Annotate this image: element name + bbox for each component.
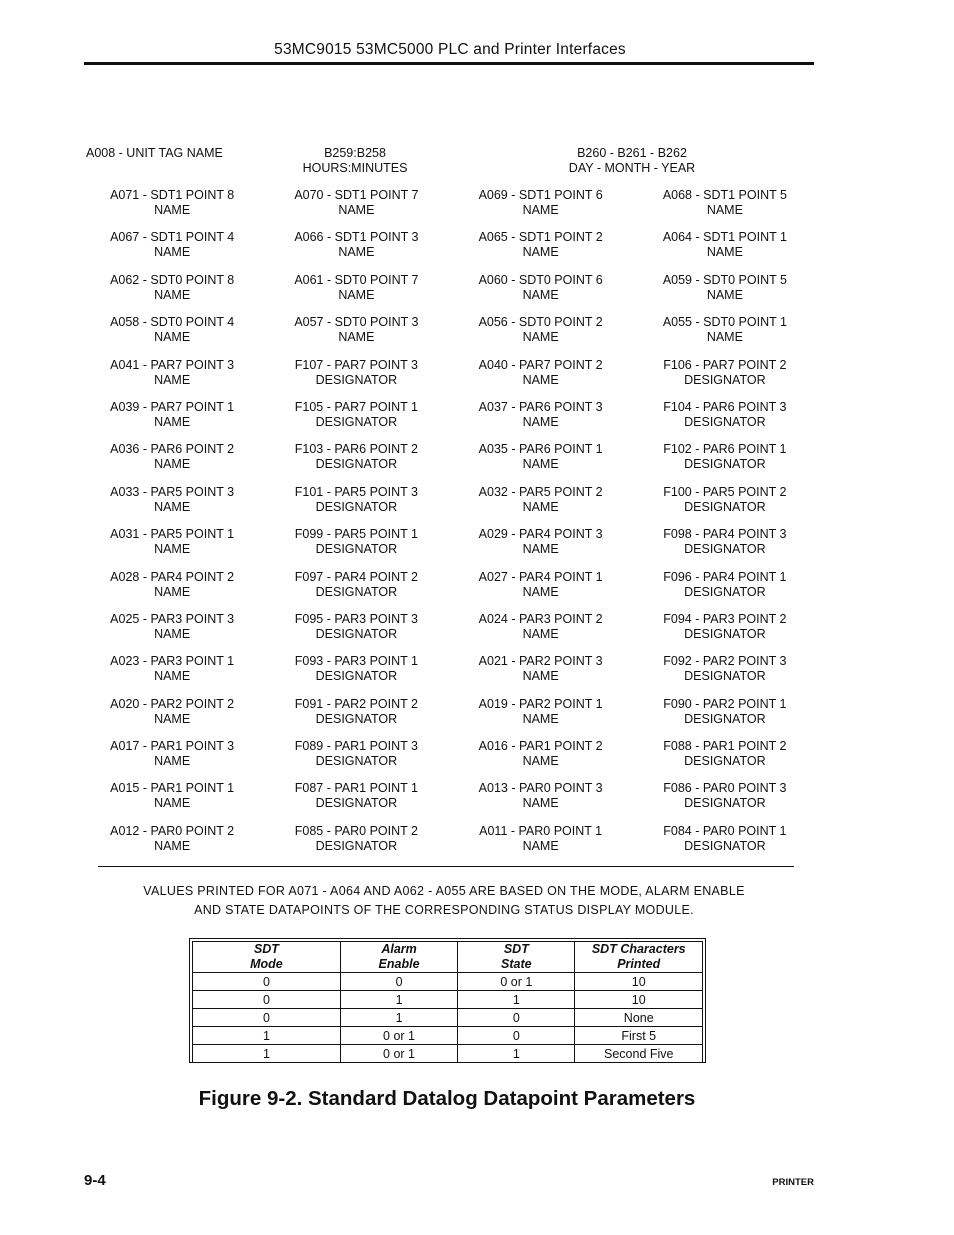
page-header-title: 53MC9015 53MC5000 PLC and Printer Interfaces [274,41,626,58]
datapoint-label: F107 - PAR7 POINT 3 [294,357,418,372]
datapoint-cell [264,697,448,739]
datapoint-label: F105 - PAR7 POINT 1 [294,399,418,414]
date-line-2: DAY - MONTH - YEAR [568,161,696,175]
sdt-table-header-line: Alarm [381,942,417,956]
sdt-table-header-line: Printed [617,957,661,971]
sdt-table-header-line: SDT [253,942,279,956]
datapoint-type: NAME [154,754,191,769]
datapoint-cell [80,188,264,230]
datapoint-cell [264,230,448,272]
separator-rule [98,866,794,867]
datapoint-type: NAME [154,330,191,345]
grid-row [80,781,817,823]
datapoint-cell [449,781,633,823]
datapoint-cell [449,485,633,527]
sdt-table-header [575,942,703,973]
datapoint-label: A032 - PAR5 POINT 2 [478,484,603,499]
datapoint-type: NAME [522,245,559,260]
datapoint-cell [633,273,817,315]
datapoint-type: NAME [522,457,559,472]
datapoint-cell [633,442,817,484]
datapoint-type: DESIGNATOR [315,584,398,599]
datapoint-cell [633,188,817,230]
sdt-table-cell: 0 [193,1009,341,1027]
grid-row [80,527,817,569]
sdt-table-cell: 0 [458,1027,575,1045]
datapoint-cell [80,781,264,823]
sdt-table-cell: 1 [458,991,575,1009]
sdt-table-cell: 10 [575,973,703,991]
datapoint-label: A011 - PAR0 POINT 1 [479,823,603,838]
datapoint-type: NAME [522,669,559,684]
datapoint-cell [264,442,448,484]
sdt-table-cell: 0 or 1 [458,973,575,991]
datapoint-type: NAME [338,245,375,260]
sdt-table-cell: 1 [193,1045,341,1063]
datapoint-cell [633,781,817,823]
sdt-table-cell: 0 or 1 [340,1027,457,1045]
datapoint-cell [449,824,633,866]
datapoint-label: F106 - PAR7 POINT 2 [663,357,787,372]
datapoint-type: DESIGNATOR [315,711,398,726]
date-line-1: B260 - B261 - B262 [577,146,687,160]
grid-row [80,654,817,696]
datapoint-label: A060 - SDT0 POINT 6 [478,272,603,287]
datapoint-type: DESIGNATOR [315,796,398,811]
grid-row [80,358,817,400]
datapoint-cell [633,485,817,527]
datapoint-label: A023 - PAR3 POINT 1 [110,654,235,669]
unit-tag-text: A008 - UNIT TAG NAME [86,146,223,160]
datapoint-type: NAME [706,330,743,345]
sdt-table-cell: 0 [193,973,341,991]
datapoint-cell [264,188,448,230]
sdt-table-body [193,973,703,1063]
datapoint-cell [80,400,264,442]
datapoint-type: NAME [522,287,559,302]
grid-row [80,824,817,866]
datapoint-cell [80,485,264,527]
grid-row [80,612,817,654]
datapoint-cell [264,654,448,696]
datapoint-type: NAME [154,838,191,853]
datapoint-cell [264,570,448,612]
datapoint-label: F087 - PAR1 POINT 1 [294,781,418,796]
datapoint-label: F084 - PAR0 POINT 1 [663,823,787,838]
datapoint-cell [80,739,264,781]
datapoint-type: DESIGNATOR [684,414,766,429]
datapoint-type: DESIGNATOR [684,457,766,472]
sdt-table-header-line: Enable [378,957,420,971]
mode-note [90,882,798,920]
datapoint-type: NAME [522,499,559,514]
datapoint-cell [80,612,264,654]
datapoint-label: A068 - SDT1 POINT 5 [662,188,787,202]
datapoint-type: DESIGNATOR [315,754,398,769]
datapoint-cell [449,358,633,400]
sdt-table-cell: 1 [340,1009,457,1027]
datapoint-label: F100 - PAR5 POINT 2 [663,484,787,499]
datapoint-type: NAME [154,203,191,217]
sdt-table-cell: 1 [340,991,457,1009]
datapoint-type: DESIGNATOR [684,499,766,514]
sdt-table-header [458,942,575,973]
grid-row [80,485,817,527]
time-line-1: B259:B258 [324,146,386,160]
datapoint-cell [449,654,633,696]
page-number: 9-4 [84,1172,106,1189]
datapoint-cell [633,400,817,442]
datapoint-label: A013 - PAR0 POINT 3 [478,781,603,796]
datapoint-label: F099 - PAR5 POINT 1 [294,527,418,542]
datapoint-label: F095 - PAR3 POINT 3 [294,611,418,626]
sdt-table-header-line: State [501,957,532,971]
datapoint-label: F086 - PAR0 POINT 3 [663,781,787,796]
datapoint-type: NAME [706,203,743,217]
datapoint-label: A031 - PAR5 POINT 1 [110,527,235,542]
sdt-table-frame [189,938,706,1063]
datapoint-label: F102 - PAR6 POINT 1 [663,442,787,457]
datapoint-label: A036 - PAR6 POINT 2 [110,442,235,457]
datapoint-label: A025 - PAR3 POINT 3 [110,611,235,626]
datapoint-cell [633,230,817,272]
datapoint-cell [633,697,817,739]
datapoint-label: A061 - SDT0 POINT 7 [294,272,419,287]
datapoint-type: DESIGNATOR [684,754,766,769]
datapoint-label: F098 - PAR4 POINT 3 [663,527,787,542]
datapoint-type: NAME [154,669,191,684]
datapoint-label: F101 - PAR5 POINT 3 [294,484,418,499]
sdt-table-header-row [193,942,703,973]
datapoint-cell [80,315,264,357]
datapoint-label: A070 - SDT1 POINT 7 [294,188,419,202]
figure-caption: Figure 9-2. Standard Datalog Datapoint Parameters [198,1087,696,1110]
datapoint-label: A024 - PAR3 POINT 2 [478,611,603,626]
datapoint-label: A062 - SDT0 POINT 8 [110,272,235,287]
datapoint-type: NAME [154,372,191,387]
header-rule [84,62,814,65]
datapoint-label: A035 - PAR6 POINT 1 [478,442,603,457]
datapoint-label: A029 - PAR4 POINT 3 [478,527,603,542]
datapoint-type: DESIGNATOR [684,584,766,599]
datapoint-label: F088 - PAR1 POINT 2 [663,739,787,754]
datapoint-type: NAME [522,711,559,726]
datapoint-cell [264,527,448,569]
datapoint-type: DESIGNATOR [684,372,766,387]
datapoint-label: F091 - PAR2 POINT 2 [294,696,418,711]
grid-row [80,570,817,612]
datapoint-label: A028 - PAR4 POINT 2 [110,569,235,584]
datapoint-cell [449,273,633,315]
datapoint-label: F089 - PAR1 POINT 3 [294,739,418,754]
datapoint-type: DESIGNATOR [684,669,766,684]
sdt-table-cell: 10 [575,991,703,1009]
datapoint-cell [264,612,448,654]
sdt-table-cell: Second Five [575,1045,703,1063]
note-line-1: VALUES PRINTED FOR A071 - A064 AND A062 - A055 ARE BASED ON THE MODE, ALARM ENABLE [143,884,745,898]
datapoint-type: DESIGNATOR [684,626,766,641]
datapoint-type: NAME [522,838,559,853]
grid-row [80,697,817,739]
datapoint-cell [80,273,264,315]
datapoint-cell [633,570,817,612]
datapoint-type: DESIGNATOR [684,838,766,853]
datapoint-label: F094 - PAR3 POINT 2 [663,611,787,626]
datapoint-cell [449,739,633,781]
datapoint-cell [80,230,264,272]
datapoint-label: F085 - PAR0 POINT 2 [294,823,418,838]
sdt-table-header [340,942,457,973]
grid-row [80,230,817,272]
datapoint-cell [449,612,633,654]
datapoint-type: NAME [706,245,743,260]
datapoint-label: A027 - PAR4 POINT 1 [478,569,603,584]
datapoint-label: F104 - PAR6 POINT 3 [663,399,787,414]
datapoint-cell [80,442,264,484]
datapoint-cell [449,442,633,484]
grid-row [80,188,817,230]
datapoint-label: F096 - PAR4 POINT 1 [663,569,787,584]
time-label [280,146,430,176]
datapoint-cell [264,739,448,781]
datapoint-cell [449,315,633,357]
datapoint-cell [264,358,448,400]
datapoint-type: NAME [522,542,559,557]
datapoint-type: DESIGNATOR [315,626,398,641]
datapoint-type: DESIGNATOR [315,372,398,387]
datapoint-type: NAME [338,203,375,217]
datapoint-label: A012 - PAR0 POINT 2 [110,823,235,838]
datapoint-cell [633,612,817,654]
time-line-2: HOURS:MINUTES [302,161,408,175]
datapoint-type: DESIGNATOR [315,457,398,472]
sdt-table-cell: None [575,1009,703,1027]
datapoint-cell [633,315,817,357]
datapoint-label: A019 - PAR2 POINT 1 [478,696,603,711]
sdt-table-cell: 0 [340,973,457,991]
datapoint-type: NAME [154,499,191,514]
datapoint-label: A039 - PAR7 POINT 1 [110,399,235,414]
datapoint-type: NAME [522,754,559,769]
datapoint-type: NAME [154,542,191,557]
datapoint-label: A037 - PAR6 POINT 3 [478,399,603,414]
datapoint-cell [264,824,448,866]
datapoint-cell [633,654,817,696]
datapoint-label: F103 - PAR6 POINT 2 [294,442,418,457]
datapoint-type: NAME [522,414,559,429]
datapoint-type: NAME [154,796,191,811]
datapoint-label: A064 - SDT1 POINT 1 [662,230,787,245]
datapoint-label: A016 - PAR1 POINT 2 [478,739,603,754]
datapoint-cell [449,230,633,272]
datapoint-label: A059 - SDT0 POINT 5 [662,272,787,287]
datapoint-type: NAME [154,584,191,599]
sdt-table-cell: 0 [458,1009,575,1027]
datapoint-type: DESIGNATOR [684,542,766,557]
datapoint-type: NAME [522,584,559,599]
sdt-table-row [193,1009,703,1027]
datapoint-type: NAME [522,796,559,811]
datapoint-cell [449,400,633,442]
sdt-table-cell: First 5 [575,1027,703,1045]
datapoint-cell [633,739,817,781]
datapoint-label: F093 - PAR3 POINT 1 [294,654,418,669]
datapoint-type: NAME [154,711,191,726]
datapoint-cell [449,527,633,569]
datapoint-cell [80,654,264,696]
datapoint-type: DESIGNATOR [315,414,398,429]
datapoint-type: NAME [154,414,191,429]
date-label [552,146,712,176]
sdt-table [192,941,703,1063]
sdt-table-row [193,991,703,1009]
datapoint-cell [264,400,448,442]
grid-row [80,739,817,781]
datapoint-label: A065 - SDT1 POINT 2 [478,230,603,245]
datapoint-cell [264,485,448,527]
datapoint-label: A056 - SDT0 POINT 2 [478,315,603,330]
datapoint-cell [264,781,448,823]
datapoint-label: A071 - SDT1 POINT 8 [110,188,235,202]
datapoint-label: A066 - SDT1 POINT 3 [294,230,419,245]
sdt-table-header-line: Mode [250,957,283,971]
datapoint-type: NAME [154,626,191,641]
datapoint-label: A041 - PAR7 POINT 3 [110,357,235,372]
datapoint-cell [449,188,633,230]
datapoint-type: DESIGNATOR [684,796,766,811]
unit-tag-label [86,146,223,161]
sdt-table-row [193,1045,703,1063]
datapoint-type: DESIGNATOR [315,669,398,684]
datapoint-label: A017 - PAR1 POINT 3 [110,739,235,754]
sdt-table-cell: 0 or 1 [340,1045,457,1063]
section-label: PRINTER [772,1177,814,1188]
datapoint-cell [80,570,264,612]
datapoint-cell [264,273,448,315]
datapoint-label: A055 - SDT0 POINT 1 [662,315,787,330]
datapoint-type: NAME [706,287,743,302]
sdt-table-row [193,1027,703,1045]
sdt-table-header-line: SDT [503,942,529,956]
datapoint-type: DESIGNATOR [684,711,766,726]
datapoint-type: NAME [522,330,559,345]
datapoint-label: A033 - PAR5 POINT 3 [110,484,235,499]
datapoint-grid [80,188,817,866]
sdt-table-header-line: SDT Characters [591,942,686,956]
datapoint-type: DESIGNATOR [315,499,398,514]
datapoint-type: NAME [338,330,375,345]
datapoint-label: F097 - PAR4 POINT 2 [294,569,418,584]
datapoint-label: A040 - PAR7 POINT 2 [478,357,603,372]
datapoint-type: DESIGNATOR [315,542,398,557]
datapoint-label: A020 - PAR2 POINT 2 [110,696,235,711]
datapoint-type: NAME [154,287,191,302]
datapoint-cell [80,824,264,866]
datapoint-cell [449,697,633,739]
datapoint-type: NAME [154,245,191,260]
datapoint-label: A057 - SDT0 POINT 3 [294,315,419,330]
datapoint-type: NAME [522,626,559,641]
datapoint-cell [80,527,264,569]
datapoint-label: A015 - PAR1 POINT 1 [110,781,235,796]
note-line-2: AND STATE DATAPOINTS OF THE CORRESPONDING STATUS DISPLAY MODULE. [194,903,694,917]
sdt-table-header [193,942,341,973]
datapoint-cell [80,697,264,739]
datapoint-cell [633,527,817,569]
datapoint-label: F090 - PAR2 POINT 1 [663,696,787,711]
grid-row [80,273,817,315]
datapoint-type: DESIGNATOR [315,838,398,853]
sdt-table-row [193,973,703,991]
datapoint-cell [80,358,264,400]
datapoint-cell [449,570,633,612]
grid-row [80,442,817,484]
datapoint-cell [633,358,817,400]
grid-row [80,315,817,357]
sdt-table-cell: 1 [193,1027,341,1045]
sdt-table-cell: 1 [458,1045,575,1063]
sdt-table-cell: 0 [193,991,341,1009]
datapoint-type: NAME [522,203,559,217]
datapoint-label: A069 - SDT1 POINT 6 [478,188,603,202]
datapoint-cell [633,824,817,866]
datapoint-label: A021 - PAR2 POINT 3 [478,654,603,669]
datapoint-cell [264,315,448,357]
grid-row [80,400,817,442]
datapoint-type: NAME [338,287,375,302]
datapoint-label: F092 - PAR2 POINT 3 [663,654,787,669]
datapoint-label: A058 - SDT0 POINT 4 [110,315,235,330]
datapoint-label: A067 - SDT1 POINT 4 [110,230,235,245]
datapoint-type: NAME [522,372,559,387]
datapoint-type: NAME [154,457,191,472]
